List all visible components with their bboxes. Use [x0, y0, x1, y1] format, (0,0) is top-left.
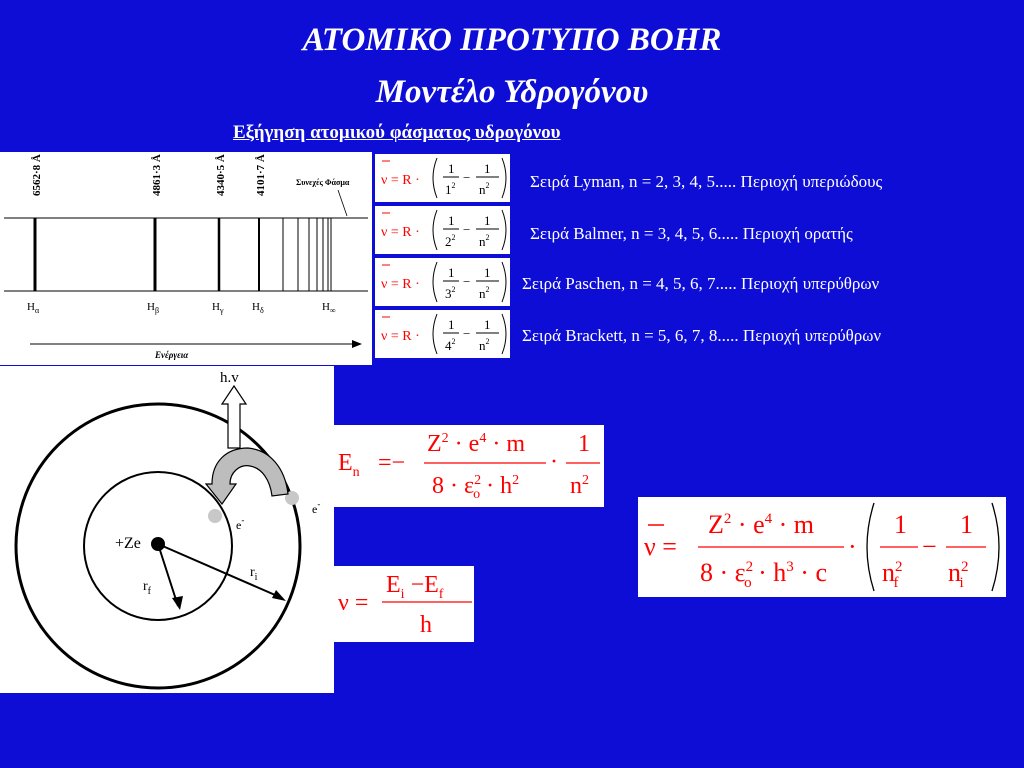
slide-subtitle: Μοντέλο Υδρογόνου	[375, 74, 649, 110]
svg-text:n2: $n^2$	[479, 337, 490, 353]
electron-inner	[208, 509, 222, 523]
svg-text:·: ·	[848, 532, 857, 561]
balmer-series-text: Σειρά Balmer, n = 3, 4, 5, 6..... Περιοχή ορατής	[530, 224, 853, 243]
paschen-formula	[375, 258, 510, 306]
svg-text:1: 1	[448, 265, 455, 280]
svg-text:−: −	[922, 532, 937, 561]
svg-text:n2f: $n^2$ f	[882, 558, 903, 591]
hydrogen-spectrum-figure	[0, 152, 372, 365]
wavelength-label-delta: 4101·7 Å	[255, 154, 267, 196]
svg-text:En: $E_n$	[338, 450, 360, 480]
svg-text:1: 1	[484, 317, 491, 332]
lyman-series-text: Σειρά Lyman, n = 2, 3, 4, 5..... Περιοχή υπεριώδους	[530, 172, 883, 191]
spectral-lines-converging	[283, 218, 331, 291]
svg-text:Ei −Ef: $E_i -E_f$	[386, 572, 444, 602]
energy-axis-label: Ενέργεια	[155, 350, 189, 360]
svg-text:ν = R ·: ν = R ·	[381, 277, 420, 292]
radius-ri-label: $r_i$	[250, 565, 258, 583]
svg-text:1: 1	[578, 431, 590, 457]
svg-text:ν =: ν =	[338, 590, 369, 616]
svg-text:1: 1	[448, 317, 455, 332]
svg-text:h: h	[420, 612, 432, 638]
wavenumber-equation	[638, 497, 1006, 597]
svg-text:1: 1	[484, 265, 491, 280]
svg-text:Z2 · e4 · m: $Z^2 \cdot e^4 \cdot m$	[427, 431, 525, 457]
photon-arrow	[222, 386, 246, 448]
svg-text:−: −	[463, 170, 471, 185]
svg-text:ν = R ·: ν = R ·	[381, 329, 420, 344]
svg-text:−: −	[463, 222, 471, 237]
lyman-formula	[375, 154, 510, 202]
svg-text:12: $1^2$	[445, 181, 456, 197]
frequency-equation	[334, 566, 474, 642]
svg-text:1: 1	[960, 510, 973, 539]
paschen-series-text: Σειρά Paschen, n = 4, 5, 6, 7..... Περιοχή υπερύθρων	[522, 274, 880, 293]
svg-text:n2: $n^2$	[479, 181, 490, 197]
continuum-label: Συνεχές Φάσμα	[296, 178, 350, 187]
svg-text:1: 1	[448, 213, 455, 228]
brackett-series-text: Σειρά Brackett, n = 5, 6, 7, 8..... Περιοχή υπερύθρων	[522, 326, 882, 345]
nucleus-label: +Ze	[115, 535, 141, 552]
svg-text:ν = R ·: ν = R ·	[381, 173, 420, 188]
radius-rf-arrow	[158, 544, 178, 606]
svg-text:22: $2^2$	[445, 233, 456, 249]
svg-text:−: −	[463, 326, 471, 341]
transition-arrow	[206, 448, 288, 504]
line-label-beta: $H_\beta$	[147, 301, 160, 315]
wavelength-label-alpha: 6562·8 Å	[31, 154, 43, 196]
svg-text:Z2 · e4 · m: $Z^2 \cdot e^4 \cdot m$	[708, 510, 815, 539]
svg-text:1: 1	[484, 161, 491, 176]
electron-outer-label: e-	[312, 499, 321, 516]
svg-text:=−: =−	[378, 450, 406, 476]
svg-text:32: $3^2$	[445, 285, 456, 301]
line-label-delta: $H_\delta$	[252, 301, 264, 315]
wavelength-label-gamma: 4340·5 Å	[215, 154, 227, 196]
svg-text:n2: $n^2$	[479, 233, 490, 249]
svg-text:n2: $n^2$	[479, 285, 490, 301]
svg-text:−: −	[463, 274, 471, 289]
svg-text:·: ·	[550, 449, 558, 475]
electron-inner-label: e-	[236, 515, 245, 532]
bohr-atom-figure	[0, 366, 334, 693]
line-label-infinity: $H_\infty$	[322, 301, 336, 315]
svg-text:ν =: ν =	[644, 532, 677, 561]
photon-label: h.v	[220, 370, 239, 386]
energy-level-equation	[334, 425, 604, 507]
line-label-gamma: $H_\gamma$	[212, 301, 224, 315]
brackett-formula	[375, 310, 510, 358]
svg-text:n2: $n^2$	[570, 473, 589, 499]
svg-text:8 · ε2o · h2: $8 \cdot \varepsilon^2$ $o \cdot h^2$	[432, 473, 520, 502]
balmer-formula	[375, 206, 510, 254]
svg-text:1: 1	[894, 510, 907, 539]
slide-title: ΑΤΟΜΙΚΟ ΠΡΟΤΥΠΟ BOHR	[302, 22, 722, 58]
line-label-alpha: $H_\alpha$	[27, 301, 40, 315]
wavelength-label-beta: 4861·3 Å	[151, 154, 163, 196]
svg-text:42: $4^2$	[445, 337, 456, 353]
svg-text:1: 1	[448, 161, 455, 176]
section-heading: Εξήγηση ατομικού φάσματος υδρογόνου	[233, 122, 561, 143]
radius-rf-label: $r_f$	[143, 579, 152, 597]
svg-text:n2i: $n^2$ i	[948, 558, 969, 591]
svg-text:8 · ε2o · h3 · c: $8 \cdot \varepsilon^2$ $o \cdot h^3 \cdot c$	[700, 558, 827, 591]
svg-text:ν = R ·: ν = R ·	[381, 225, 420, 240]
svg-text:1: 1	[484, 213, 491, 228]
radius-ri-arrow	[158, 544, 282, 598]
